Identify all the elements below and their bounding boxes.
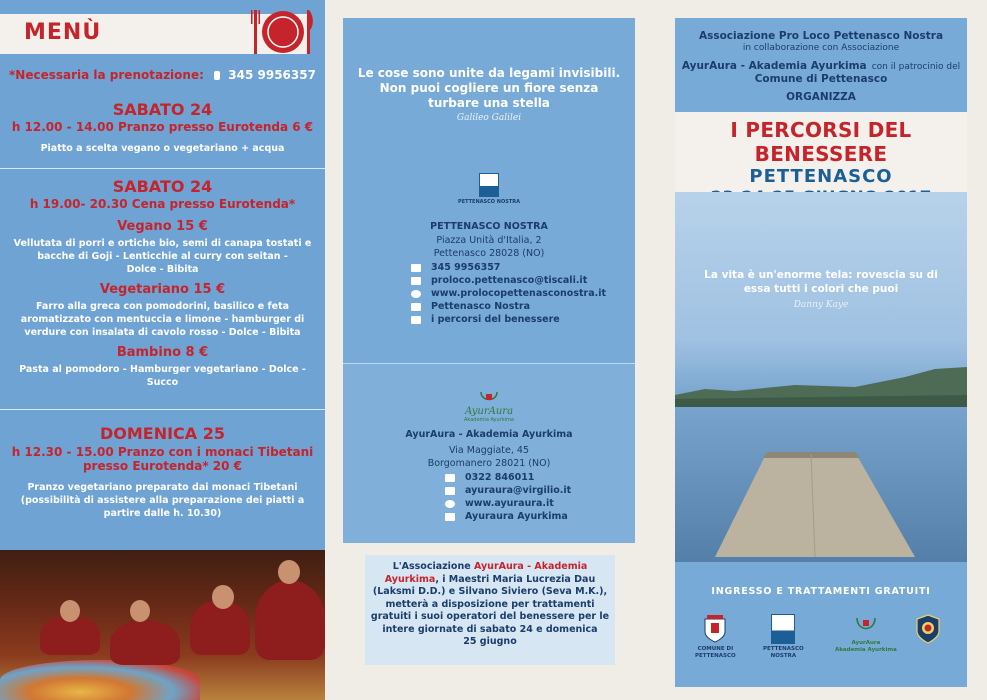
divider <box>0 409 325 410</box>
patronage-text: con il patrocinio del <box>871 62 961 72</box>
web-icon <box>445 500 455 508</box>
section-desc: Piatto a scelta vegano o vegetariano + acqua <box>40 143 285 154</box>
cover-panel <box>650 0 987 700</box>
coat-of-arms-icon <box>702 614 728 644</box>
org1-address: Piazza Unità d'Italia, 2 Pettenasco 28028 (NO) <box>433 235 545 259</box>
org2-web[interactable]: www.ayuraura.it <box>465 498 554 509</box>
treatments-info-box: L'Associazione AyurAura - Akademia Ayurkima, i Maestri Maria Lucrezia Dau (Laksmi D.D.) e Silvano Siviero (Seva M.K.), metterà a disposizione per trattamenti gratuiti i suoi operatori del benessere per le intere giornate di sabato 24 e domenica 25 giugno <box>365 555 615 665</box>
phone-icon <box>411 264 421 272</box>
ayuraura-logo-icon <box>479 390 499 406</box>
free-entry-banner: INGRESSO E TRATTAMENTI GRATUITI <box>711 586 931 597</box>
facebook-icon <box>411 303 421 311</box>
badge-icon <box>915 614 941 644</box>
event-place: PETTENASCO <box>749 166 893 187</box>
pier <box>675 192 967 562</box>
section-time: h 12.30 - 15.00 Pranzo con i monaci Tibetani <box>11 445 314 459</box>
ayuraura-name: AyurAura - Akademia Ayurkima <box>681 60 867 72</box>
section-desc: Pranzo vegetariano preparato dai monaci Tibetani (possibilità di assistere alla preparazione dei piatti a partire dalle h. 10.30) <box>20 482 305 519</box>
seal-logo <box>915 614 941 644</box>
org1-facebook[interactable]: Pettenasco Nostra <box>431 301 530 312</box>
event-title-block <box>675 112 967 192</box>
option-vegan: Vegano 15 € <box>117 219 208 234</box>
lake-photo <box>675 192 967 562</box>
email-icon <box>411 277 421 285</box>
organizza-label: ORGANIZZA <box>786 91 856 103</box>
municipality-name: Comune di Pettenasco <box>754 73 888 85</box>
section-day: SABATO 24 <box>112 100 213 119</box>
event-title: I PERCORSI DEL BENESSERE <box>730 118 912 166</box>
pettenasco-logo-icon <box>479 173 499 197</box>
org1-name: PETTENASCO NOSTRA <box>430 221 548 232</box>
org2-address: Via Maggiate, 45 Borgomanero 28021 (NO) <box>427 445 551 469</box>
option-desc: Farro alla greca con pomodorini, basilico e feta aromatizzato con mentuccia e limone - hamburger di verdure con insalata di cavolo rosso - Dolce - Bibita <box>20 301 305 338</box>
lake-quote-author: Danny Kaye <box>793 300 849 310</box>
org2-email[interactable]: ayuraura@virgilio.it <box>465 485 572 496</box>
ayuraura-footer-logo: AyurAura Akademia Ayurkima <box>835 614 897 654</box>
contacts-card <box>343 18 635 363</box>
section-day: SABATO 24 <box>112 177 213 196</box>
option-vegetarian: Vegetariano 15 € <box>99 282 226 297</box>
plate-cutlery-icon <box>250 6 316 58</box>
section-saturday-dinner <box>0 177 325 389</box>
org2-facebook[interactable]: Ayuraura Ayurkima <box>465 511 568 522</box>
option-child: Bambino 8 € <box>116 345 209 360</box>
phone-icon <box>214 71 220 80</box>
phone-icon <box>445 474 455 482</box>
org1-facebook-page[interactable]: i percorsi del benessere <box>431 314 560 325</box>
booking-phone: 345 9956357 <box>228 68 316 82</box>
comune-logo: COMUNE DI PETTENASCO <box>695 614 736 660</box>
facebook-icon <box>411 316 421 324</box>
org1-email[interactable]: proloco.pettenasco@tiscali.it <box>431 275 588 286</box>
association-name: Associazione Pro Loco Pettenasco Nostra <box>698 30 944 42</box>
collaboration-text: in collaborazione con Associazione <box>742 43 900 53</box>
facebook-icon <box>445 513 455 521</box>
section-time: h 19.00- 20.30 Cena presso Eurotenda* <box>29 197 296 211</box>
web-icon <box>411 290 421 298</box>
org1-contacts <box>411 261 635 326</box>
ayuraura-logo-icon <box>854 614 878 638</box>
ayuraura-logo: AyurAura Akademia Ayurkima <box>343 390 635 423</box>
menu-title: MENÙ <box>24 20 102 45</box>
org1-phone[interactable]: 345 9956357 <box>431 262 501 273</box>
org1-web[interactable]: www.prolocopettenasconostra.it <box>431 288 607 299</box>
org2-phone[interactable]: 0322 846011 <box>465 472 535 483</box>
monks-photo <box>0 550 325 700</box>
quote: Le cose sono unite da legami invisibili. Non puoi cogliere un fiore senza turbare una stella <box>357 66 621 110</box>
section-sunday <box>0 424 325 520</box>
option-desc: Vellutata di porri e ortiche bio, semi di canapa tostati e bacche di Goji - Lenticchie al curry con seitan - Dolce - Bibita <box>13 238 312 275</box>
booking-label: *Necessaria la prenotazione: <box>9 68 204 82</box>
menu-panel <box>0 0 325 700</box>
pettenasco-nostra-logo: PETTENASCO NOSTRA <box>343 173 635 205</box>
cover-footer <box>675 562 967 687</box>
pettenasco-logo-icon <box>771 614 795 644</box>
contacts-panel <box>325 0 650 700</box>
divider <box>0 168 325 169</box>
section-day: DOMENICA 25 <box>99 424 226 443</box>
section-saturday-lunch <box>0 100 325 155</box>
quote-author: Galileo Galilei <box>456 113 522 123</box>
lake-quote: La vita è un'enorme tela: rovescia su di essa tutti i colori che puoi Danny Kaye <box>675 268 967 312</box>
org2-contacts <box>445 471 635 523</box>
cover-header <box>675 18 967 110</box>
booking-note <box>0 68 325 82</box>
ayuraura-card <box>343 363 635 543</box>
section-time: presso Eurotenda* 20 € <box>82 459 243 473</box>
option-desc: Pasta al pomodoro - Hamburger vegetariano - Dolce - Succo <box>19 364 306 388</box>
mandala <box>0 660 200 700</box>
email-icon <box>445 487 455 495</box>
org2-name: AyurAura - Akademia Ayurkima <box>405 429 573 440</box>
section-time: h 12.00 - 14.00 Pranzo presso Eurotenda 6 € <box>11 120 314 134</box>
pettenasco-nostra-footer-logo: PETTENASCO NOSTRA <box>763 614 804 660</box>
